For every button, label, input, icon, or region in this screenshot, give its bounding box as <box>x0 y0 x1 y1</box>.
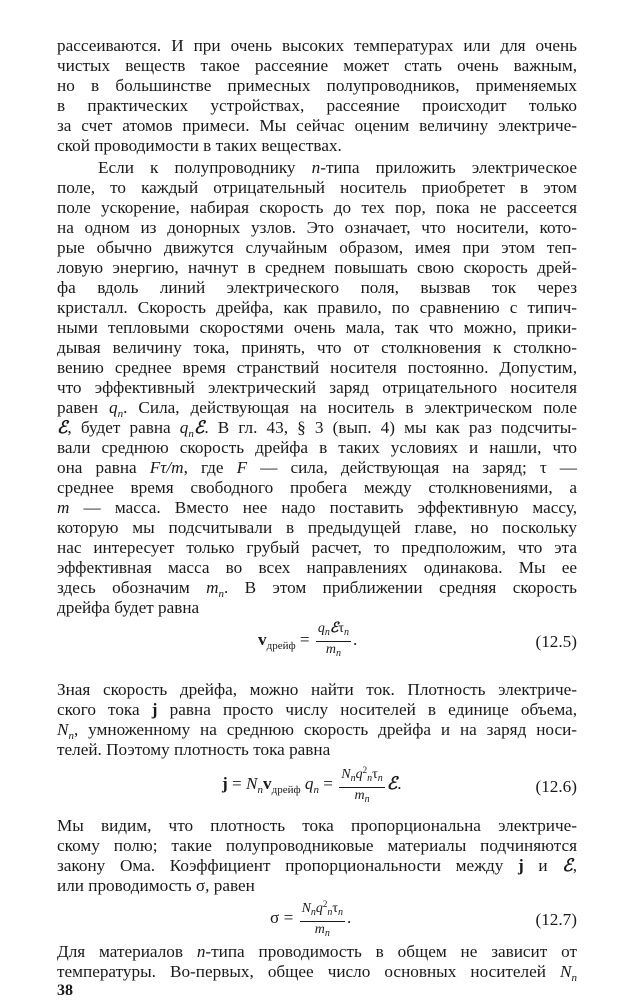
text-line: среднее время свободного пробега между столкновениями, а <box>57 478 577 497</box>
text-line: Для материалов n-типа проводимость в общем не зависит от <box>57 942 577 961</box>
equation-12-7: σ = $\frac{N_nq^2_n\tau_n}{m_n}$ . <box>270 896 351 942</box>
text-line: вали среднюю скорость дрейфа в таких условиях и нашли, что <box>57 438 577 457</box>
text-line: скому полю; такие полупроводниковые материалы подчиняются <box>57 836 577 855</box>
equation-number: (12.6) <box>535 777 577 796</box>
text-line: закону Ома. Коэффициент пропорциональности между j и ℰ, <box>57 856 577 876</box>
fraction: $\frac{N_nq^2_n\tau_n}{m_n}$ <box>339 762 384 808</box>
text-line: ской проводимости в таких веществах. <box>57 136 342 155</box>
text-line: $N_n$, умноженному на среднюю скорость дрейфа и на заряд носи- <box>57 720 577 742</box>
text-line: m — масса. Вместо нее надо поставить эффективную массу, <box>57 498 577 517</box>
text-line: эффективная масса во всех направлениях одинакова. Мы ее <box>57 558 577 577</box>
text-line: но в большинстве примесных полупроводников, применяемых <box>57 76 577 95</box>
text-line: Если к полупроводнику n-типа приложить электрическое <box>98 158 578 177</box>
text-line: которую мы подсчитывали в предыдущей главе, но поскольку <box>57 518 577 537</box>
text-line: равен $q_n$. Сила, действующая на носитель в электрическом поле <box>57 398 577 420</box>
text-line: нас интересует только грубый расчет, то предположим, что эта <box>57 538 577 557</box>
equation-number: (12.5) <box>535 632 577 651</box>
text-line: чистых веществ такое рассеяние может стать очень важным, <box>57 56 577 75</box>
text-line: здесь обозначим $m_n$. В этом приближении средняя скорость <box>57 578 577 600</box>
text-line: или проводимость σ, равен <box>57 876 255 895</box>
text-line: кристалл. Скорость дрейфа, как правило, по сравнению с типич- <box>57 298 577 317</box>
text-line: ского тока j равна просто числу носителей в единице объема, <box>57 700 578 719</box>
equation-12-5: $v_{дрейф}$ = $\frac{q_nℰ\tau_n}{m_n}$ . <box>258 620 357 662</box>
text-line: Мы видим, что плотность тока пропорциональна электриче- <box>57 816 577 835</box>
text-line: дывая величину тока, принять, что от столкновения к столкно- <box>57 338 577 357</box>
text-line: на одном из донорных узлов. Это означает, что носители, кото- <box>57 218 577 237</box>
text-line: она равна Fτ/m, где F — сила, действующая на заряд; τ — <box>57 458 577 477</box>
text-line: ℰ, будет равна $q_nℰ$. В гл. 43, § 3 (вып. 4) мы как раз подсчиты- <box>57 418 577 440</box>
page-number: 38 <box>57 982 73 999</box>
text-line: дрейфа будет равна <box>57 598 200 617</box>
text-line: поле, то каждый отрицательный носитель приобретет в этом <box>57 178 577 197</box>
text-line: температуры. Во-первых, общее число основных носителей $N_n$ <box>57 962 577 984</box>
text-line: в практических устройствах, рассеяние происходит только <box>57 96 577 115</box>
text-line: телей. Поэтому плотность тока равна <box>57 740 331 759</box>
text-line: что эффективный электрический заряд отрицательного носителя <box>57 378 577 397</box>
text-line: рые обычно движутся случайным образом, имея при этом теп- <box>57 238 577 257</box>
text-line: за счет атомов примеси. Мы сейчас оценим величину электриче- <box>57 116 577 135</box>
text-line: ными тепловыми скоростями очень мала, так что можно, прики- <box>57 318 577 337</box>
text-line: поле ускорение, набирая скорость до тех пор, пока не рассеется <box>57 198 577 217</box>
equation-12-6: $j = N_nv_{дрейф}$ $q_n$ = $\frac{N_nq^2_n\tau_n}{m_n}$ ℰ. <box>222 762 401 808</box>
text-line: ловую энергию, начнут в среднем повышать свою скорость дрей- <box>57 258 577 277</box>
fraction: $\frac{q_nℰ\tau_n}{m_n}$ <box>317 620 350 659</box>
text-line: вению среднее время странствий носителя постоянно. Допустим, <box>57 358 577 377</box>
text-line: рассеиваются. И при очень высоких температурах или для очень <box>57 36 577 55</box>
fraction: $\frac{N_nq^2_n\tau_n}{m_n}$ <box>300 896 345 942</box>
equation-number: (12.7) <box>535 910 577 929</box>
text-line: Зная скорость дрейфа, можно найти ток. Плотность электриче- <box>57 680 577 699</box>
text-line: фа вдоль линий электрического поля, вызвав ток через <box>57 278 577 297</box>
